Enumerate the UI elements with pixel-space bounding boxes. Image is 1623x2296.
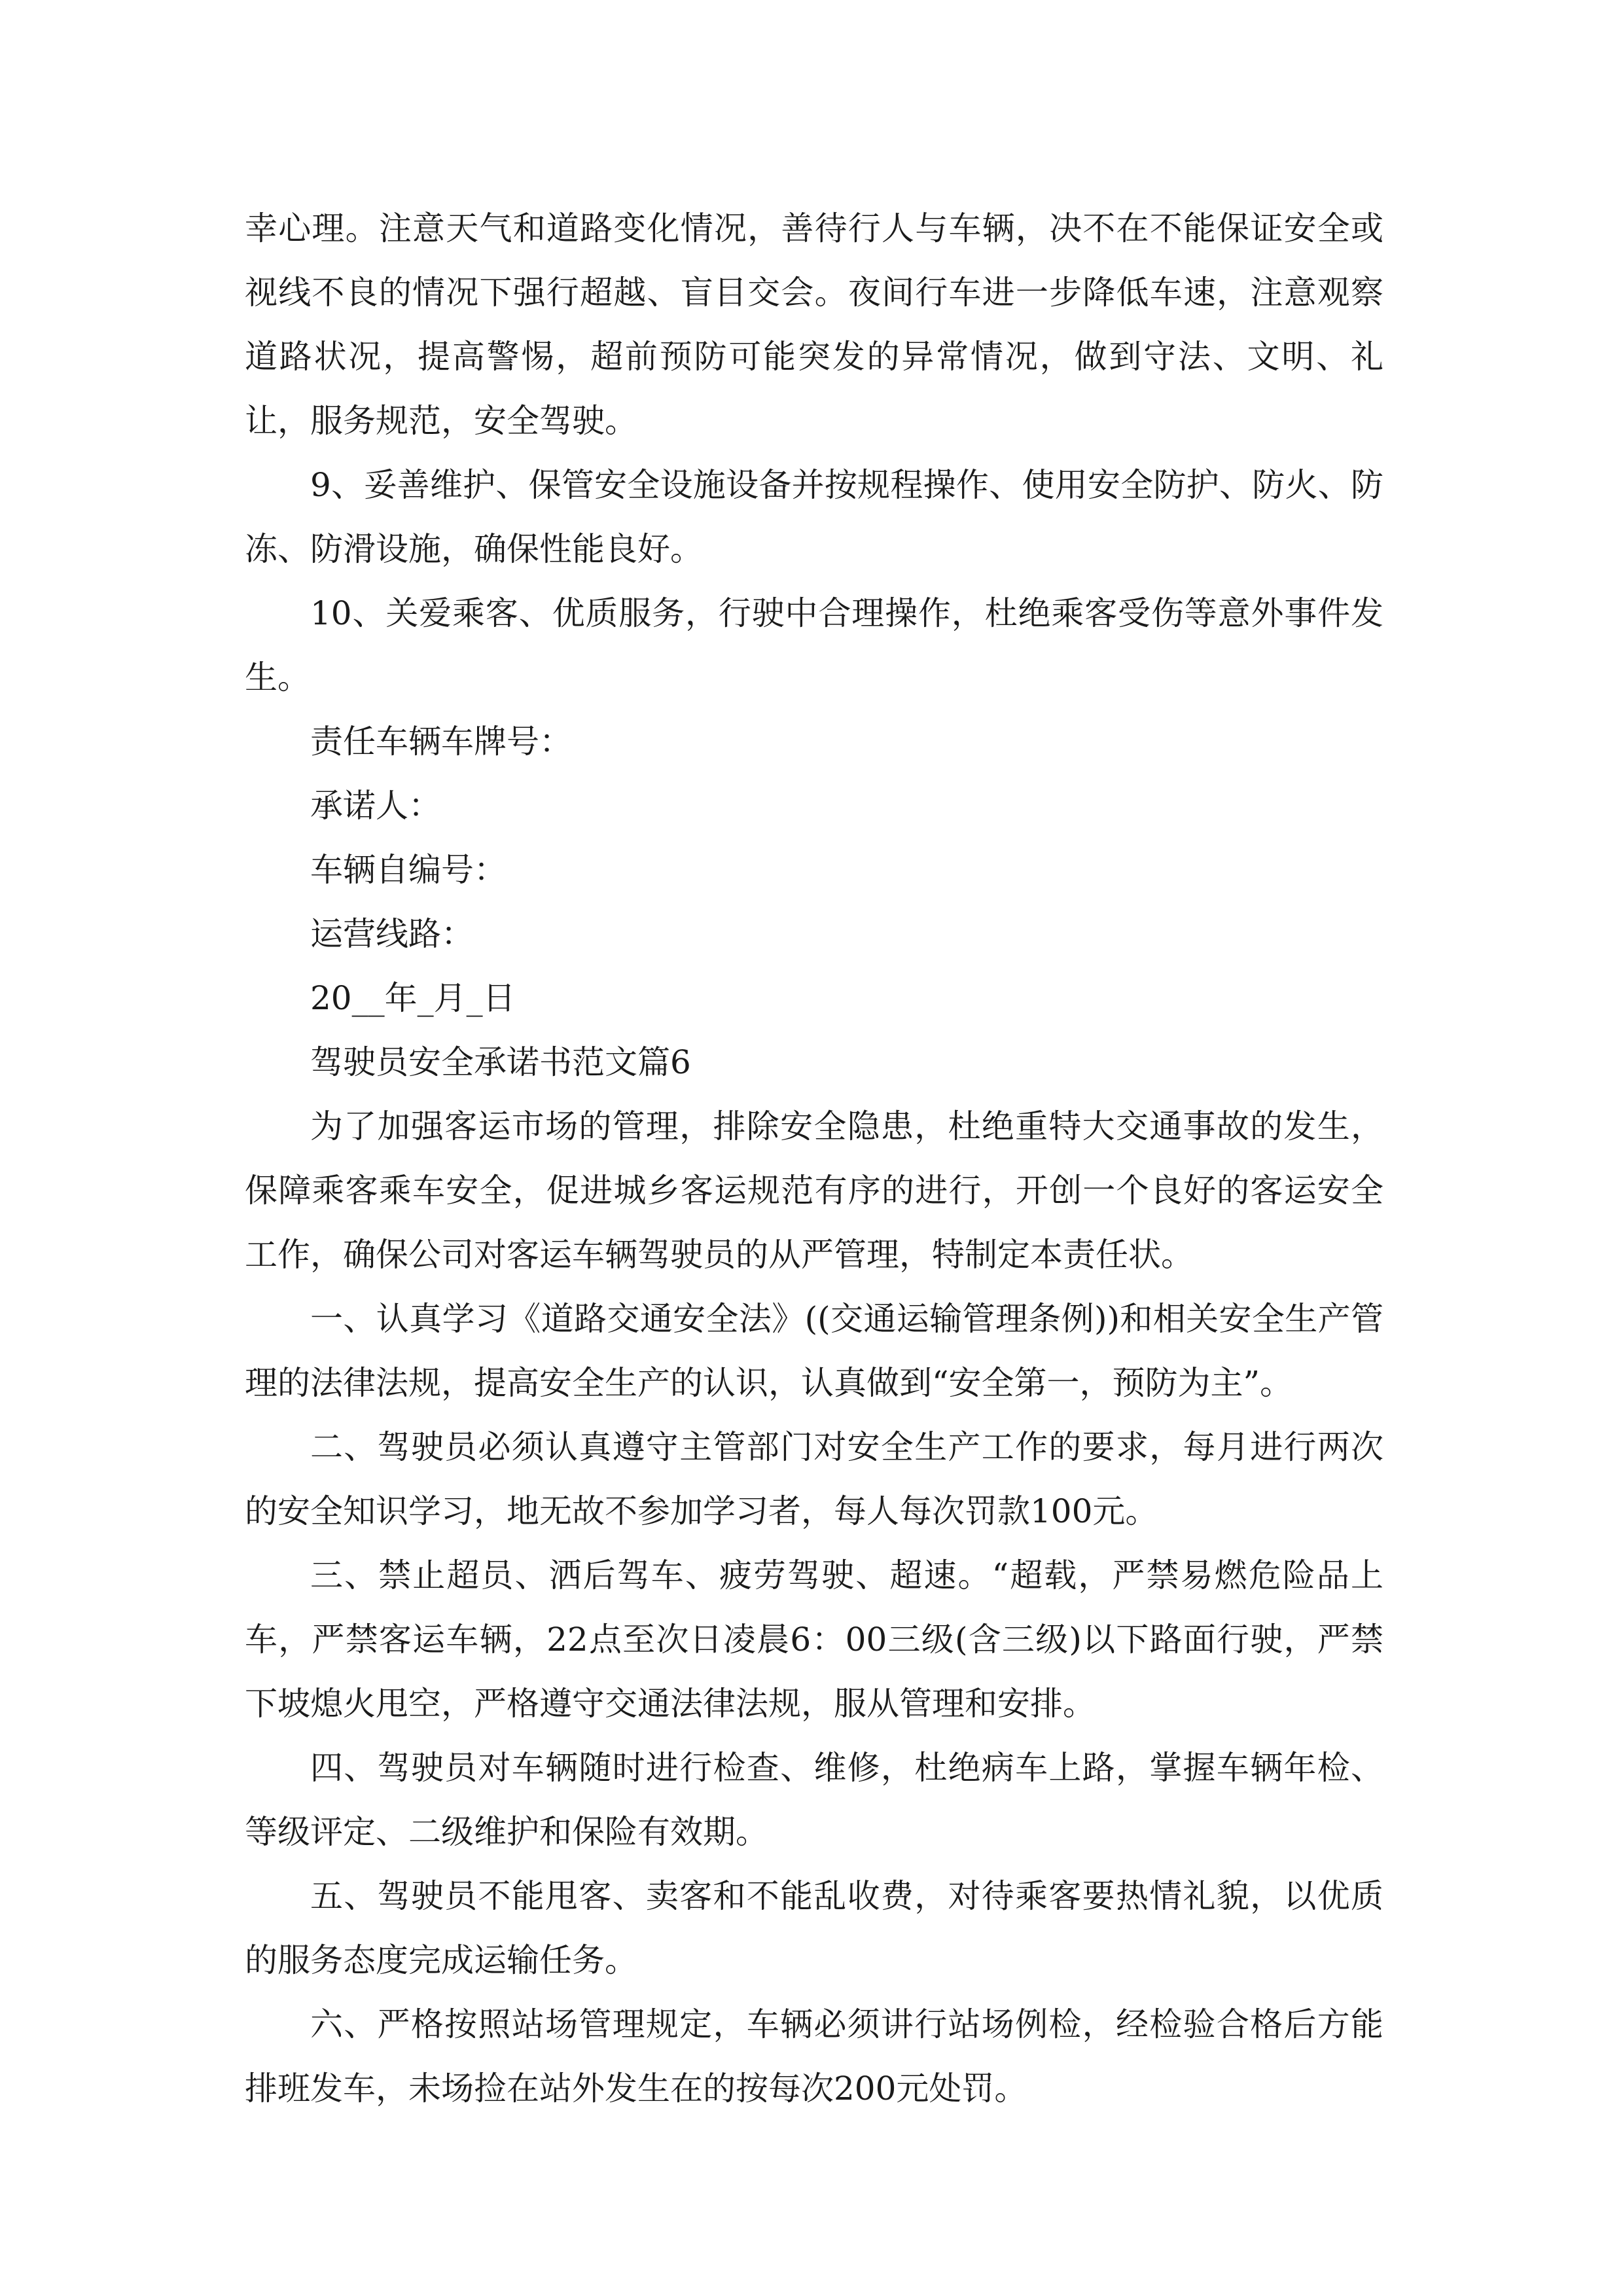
section-heading: 驾驶员安全承诺书范文篇6 xyxy=(310,1043,691,1081)
paragraph-clause-6: 六、严格按照站场管理规定，车辆必须讲行站场例检，经检验合格后方能排班发车，未场捡在站外发生在的按每次200元处罚。 xyxy=(245,2005,1383,2108)
paragraph-continued: 幸心理。注意天气和道路变化情况，善待行人与车辆，决不在不能保证安全或视线不良的情况下强行超越、盲目交会。夜间行车进一步降低车速，注意观察道路状况，提高警惕，超前预防可能突发的异常情况，做到守法、文明、礼让，服务规范，安全驾驶。 xyxy=(245,209,1383,440)
field-route: 运营线路： xyxy=(310,915,474,953)
paragraph-clause-2: 二、驾驶员必须认真遵守主管部门对安全生产工作的要求，每月进行两次的安全知识学习，地无故不参加学习者，每人每次罚款100元。 xyxy=(245,1428,1383,1530)
field-license-plate: 责任车辆车牌号： xyxy=(310,723,572,761)
paragraph-item-10: 10、关爱乘客、优质服务，行驶中合理操作，杜绝乘客受伤等意外事件发生。 xyxy=(245,594,1383,696)
paragraph-clause-5: 五、驾驶员不能甩客、卖客和不能乱收费，对待乘客要热情礼貌，以优质的服务态度完成运输任务。 xyxy=(245,1877,1383,1979)
paragraph-clause-4: 四、驾驶员对车辆随时进行检查、维修，杜绝病车上路，掌握车辆年检、等级评定、二级维护和保险有效期。 xyxy=(245,1749,1383,1851)
paragraph-item-9: 9、妥善维护、保管安全设施设备并按规程操作、使用安全防护、防火、防冻、防滑设施，确保性能良好。 xyxy=(245,466,1383,568)
field-date: 20__年_月_日 xyxy=(310,979,516,1017)
field-vehicle-number: 车辆自编号： xyxy=(310,851,507,889)
document-body xyxy=(245,196,1383,2121)
field-promisor: 承诺人： xyxy=(310,787,441,825)
paragraph-intro: 为了加强客运市场的管理，排除安全隐患，杜绝重特大交通事故的发生，保障乘客乘车安全，促进城乡客运规范有序的进行，开创一个良好的客运安全工作，确保公司对客运车辆驾驶员的从严管理，特制定本责任状。 xyxy=(245,1107,1383,1274)
paragraph-clause-1: 一、认真学习《道路交通安全法》((交通运输管理条例))和相关安全生产管理的法律法规，提高安全生产的认识，认真做到“安全第一，预防为主”。 xyxy=(245,1300,1383,1402)
paragraph-clause-3: 三、禁止超员、洒后驾车、疲劳驾驶、超速。“超载，严禁易燃危险品上车，严禁客运车辆，22点至次日凌晨6：00三级(含三级)以下路面行驶，严禁下坡熄火甩空，严格遵守交通法律法规，服从管理和安排。 xyxy=(245,1556,1383,1723)
